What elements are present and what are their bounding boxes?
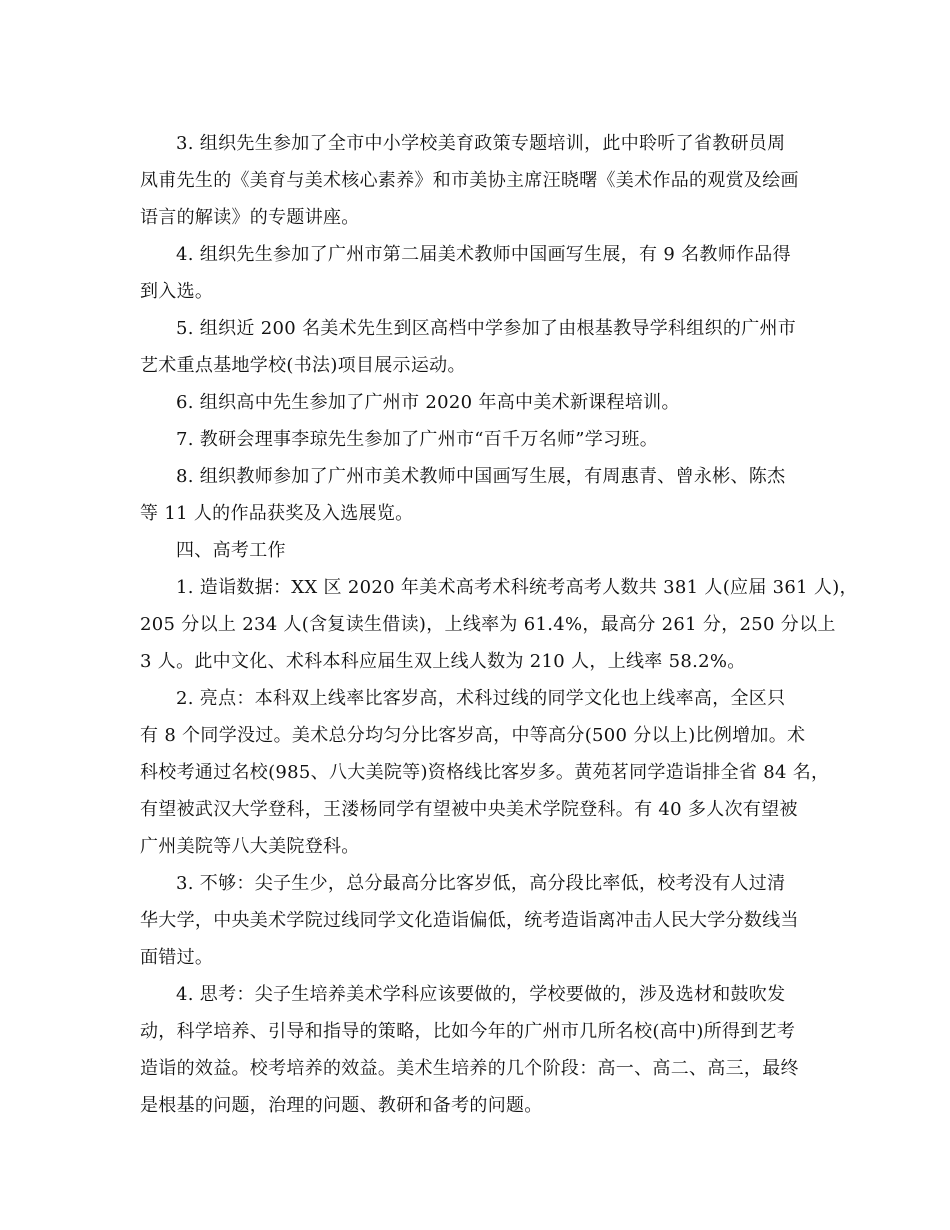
paragraph-line: 科校考通过名校(985、八大美院等)资格线比客岁多。黄苑茗同学造诣排全省 84 名， [140, 762, 830, 783]
paragraph-line: 有望被武汉大学登科，王溇杨同学有望被中央美术学院登科。有 40 多人次有望被 [140, 799, 798, 820]
paragraph-line: 是根基的问题，治理的问题、教研和备考的问题。 [140, 1095, 543, 1116]
paragraph-line: 4. 组织先生参加了广州市第二届美术教师中国画写生展，有 9 名教师作品得 [176, 244, 791, 265]
paragraph-line: 3. 不够：尖子生少，总分最高分比客岁低，高分段比率低，校考没有人过清 [176, 873, 786, 894]
paragraph-line: 凤甫先生的《美育与美术核心素养》和市美协主席汪晓曙《美术作品的观赏及绘画 [140, 170, 799, 191]
paragraph-line: 等 11 人的作品获奖及入选展览。 [140, 503, 414, 524]
paragraph-line: 到入选。 [140, 281, 214, 302]
paragraph-line: 华大学，中央美术学院过线同学文化造诣偏低，统考造诣离冲击人民大学分数线当 [140, 910, 799, 931]
section-heading: 四、高考工作 [176, 540, 286, 561]
paragraph-line: 3 人。此中文化、术科本科应届生双上线人数为 210 人，上线率 58.2%。 [140, 651, 746, 672]
paragraph-line: 艺术重点基地学校(书法)项目展示运动。 [140, 355, 466, 376]
paragraph-line: 3. 组织先生参加了全市中小学校美育政策专题培训，此中聆听了省教研员周 [176, 133, 786, 154]
paragraph-line: 有 8 个同学没过。美术总分均匀分比客岁高，中等高分(500 分以上)比例增加。术 [140, 725, 806, 746]
paragraph-line: 5. 组织近 200 名美术先生到区高档中学参加了由根基教导学科组织的广州市 [176, 318, 797, 339]
paragraph-line: 7. 教研会理事李琼先生参加了广州市“百千万名师”学习班。 [176, 429, 658, 450]
paragraph-line: 1. 造诣数据：XX 区 2020 年美术高考术科统考高考人数共 381 人(应届 361 人)， [176, 577, 858, 598]
paragraph-line: 动，科学培养、引导和指导的策略，比如今年的广州市几所名校(高中)所得到艺考 [140, 1021, 796, 1042]
paragraph-line: 205 分以上 234 人(含复读生借读)，上线率为 61.4%，最高分 261 分，250 分以上 [140, 614, 836, 635]
paragraph-line: 广州美院等八大美院登科。 [140, 836, 360, 857]
paragraph-line: 6. 组织高中先生参加了广州市 2020 年高中美术新课程培训。 [176, 392, 680, 413]
paragraph-line: 造诣的效益。校考培养的效益。美术生培养的几个阶段：高一、高二、高三，最终 [140, 1058, 799, 1079]
paragraph-line: 面错过。 [140, 947, 214, 968]
paragraph-line: 8. 组织教师参加了广州市美术教师中国画写生展，有周惠青、曾永彬、陈杰 [176, 466, 786, 487]
paragraph-line: 语言的解读》的专题讲座。 [140, 207, 360, 228]
paragraph-line: 4. 思考：尖子生培养美术学科应该要做的，学校要做的，涉及选材和鼓吹发 [176, 984, 786, 1005]
paragraph-line: 2. 亮点：本科双上线率比客岁高，术科过线的同学文化也上线率高，全区只 [176, 688, 786, 709]
